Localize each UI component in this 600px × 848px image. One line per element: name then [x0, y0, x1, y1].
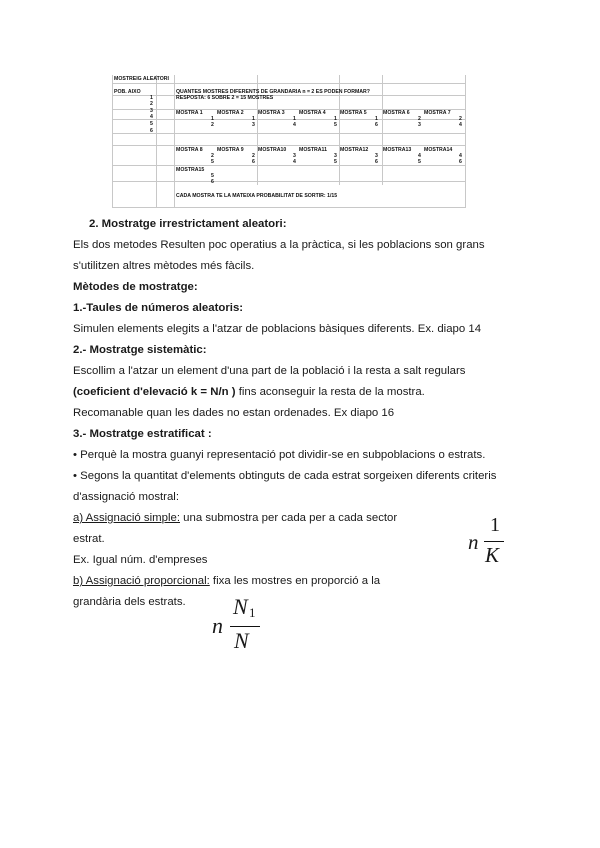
- allocation-simple-label: a) Assignació simple:: [73, 512, 180, 524]
- allocation-simple: [73, 510, 397, 526]
- pob-value: 4: [150, 114, 153, 120]
- sample-header: MOSTRA 7: [424, 110, 451, 116]
- sample-value: 2: [459, 116, 462, 122]
- sample-value: 1: [293, 116, 296, 122]
- sample-header: MOSTRA 8: [176, 147, 203, 153]
- sample-header: MOSTRA13: [383, 147, 412, 153]
- sample-header: MOSTRA 3: [258, 110, 285, 116]
- sampling-table-image: [112, 75, 466, 208]
- pob-value: 5: [150, 121, 153, 127]
- section-2-title: 2. Mostratge irrestrictament aleatori:: [89, 218, 287, 230]
- sample-value: 3: [252, 122, 255, 128]
- sample-value: 4: [459, 153, 462, 159]
- sample-value: 4: [293, 159, 296, 165]
- allocation-example: Ex. Igual núm. d'empreses: [73, 554, 208, 566]
- method-2-text: Escollim a l'atzar un element d'una part de la població i la resta a salt regulars: [73, 365, 466, 377]
- table-footer: CADA MOSTRA TE LA MATEIXA PROBABILITAT DE SORTIR: 1/15: [176, 193, 338, 199]
- fraction-bar: [230, 626, 260, 627]
- sample-header: MOSTRA 6: [383, 110, 410, 116]
- fraction-bar: [484, 541, 504, 542]
- sample-value: 2: [211, 122, 214, 128]
- sample-value: 6: [459, 159, 462, 165]
- sample-header: MOSTRA14: [424, 147, 453, 153]
- sample-value: 4: [418, 153, 421, 159]
- table-question: QUANTES MOSTRES DIFERENTS DE GRANDARIA n = 2 ES PODEN FORMAR?: [176, 89, 370, 95]
- bullet-item: • Perquè la mostra guanyi representació pot dividir-se en subpoblacions o estrats.: [73, 449, 486, 461]
- sample-value: 3: [418, 122, 421, 128]
- methods-title: Mètodes de mostratge:: [73, 281, 198, 293]
- sample-value: 3: [375, 153, 378, 159]
- sample-header: MOSTRA15: [176, 167, 205, 173]
- formula-variable: n: [468, 530, 479, 554]
- sample-value: 5: [211, 173, 214, 179]
- sample-value: 5: [418, 159, 421, 165]
- method-1-text: Simulen elements elegits a l'atzar de poblacions bàsiques diferents. Ex. diapo 14: [73, 323, 482, 335]
- sample-header: MOSTRA11: [299, 147, 327, 153]
- method-2-rest: fins aconseguir la resta de la mostra.: [235, 386, 425, 398]
- allocation-simple-line2: estrat.: [73, 533, 105, 545]
- method-2-text: Recomanable quan les dades no estan ordenades. Ex diapo 16: [73, 407, 395, 419]
- sample-value: 5: [334, 159, 337, 165]
- sample-header: MOSTRA 1: [176, 110, 203, 116]
- sample-value: 4: [293, 122, 296, 128]
- method-3-title: 3.- Mostratge estratificat :: [73, 428, 212, 440]
- bullet-continuation: d'assignació mostral:: [73, 491, 180, 503]
- sample-value: 5: [334, 122, 337, 128]
- sample-header: MOSTRA 5: [340, 110, 367, 116]
- allocation-simple-text: una submostra per cada per a cada sector: [180, 512, 398, 524]
- allocation-proportional-text: fixa les mostres en proporció a la: [209, 575, 381, 587]
- sample-value: 6: [375, 122, 378, 128]
- allocation-proportional-line2: grandària dels estrats.: [73, 596, 186, 608]
- formula-simple: [466, 510, 516, 570]
- sample-header: MOSTRA 4: [299, 110, 326, 116]
- pob-value: 2: [150, 101, 153, 107]
- sample-value: 4: [459, 122, 462, 128]
- sample-value: 1: [375, 116, 378, 122]
- sample-header: MOSTRA10: [258, 147, 287, 153]
- sample-value: 2: [418, 116, 421, 122]
- formula-numerator: 1: [490, 514, 500, 536]
- sample-value: 6: [252, 159, 255, 165]
- method-2-title: 2.- Mostratge sistemàtic:: [73, 344, 207, 356]
- allocation-proportional: [73, 573, 380, 589]
- sample-value: 3: [293, 153, 296, 159]
- sample-value: 3: [334, 153, 337, 159]
- sample-header: MOSTRA12: [340, 147, 369, 153]
- pob-value: 1: [150, 95, 153, 101]
- sample-value: 6: [211, 179, 214, 185]
- sample-header: MOSTRA 2: [217, 110, 244, 116]
- sample-value: 1: [252, 116, 255, 122]
- formula-numerator: N: [233, 594, 248, 619]
- sample-value: 5: [211, 159, 214, 165]
- coefficient-text: (coeficient d'elevació k = N/n ): [73, 386, 236, 398]
- paragraph-line: Els dos metodes Resulten poc operatius a la pràctica, si les poblacions son grans: [73, 239, 485, 251]
- sample-value: 6: [375, 159, 378, 165]
- formula-variable: n: [212, 613, 223, 638]
- table-answer: RESPOSTA: 6 SOBRE 2 = 15 MOSTRES: [176, 95, 274, 101]
- bullet-item: • Segons la quantitat d'elements obtinguts de cada estrat sorgeixen diferents criteris: [73, 470, 497, 482]
- formula-denominator: K: [485, 543, 500, 567]
- paragraph-line: s'utilitzen altres mètodes més fàcils.: [73, 260, 255, 272]
- method-2-text: [73, 384, 425, 400]
- formula-proportional: [210, 592, 270, 656]
- sample-header: MOSTRA 9: [217, 147, 244, 153]
- table-title: MOSTREIG ALEATORI: [114, 76, 169, 82]
- sample-value: 2: [211, 153, 214, 159]
- method-1-title: 1.-Taules de números aleatoris:: [73, 302, 244, 314]
- sample-value: 2: [252, 153, 255, 159]
- sample-value: 1: [334, 116, 337, 122]
- allocation-proportional-label: b) Assignació proporcional:: [73, 575, 210, 587]
- pob-value: 6: [150, 128, 153, 134]
- sample-value: 1: [211, 116, 214, 122]
- pob-label: POB. AIXO: [114, 89, 141, 95]
- formula-numerator-subscript: 1: [249, 605, 256, 620]
- pob-value: 3: [150, 108, 153, 114]
- formula-denominator: N: [234, 628, 249, 653]
